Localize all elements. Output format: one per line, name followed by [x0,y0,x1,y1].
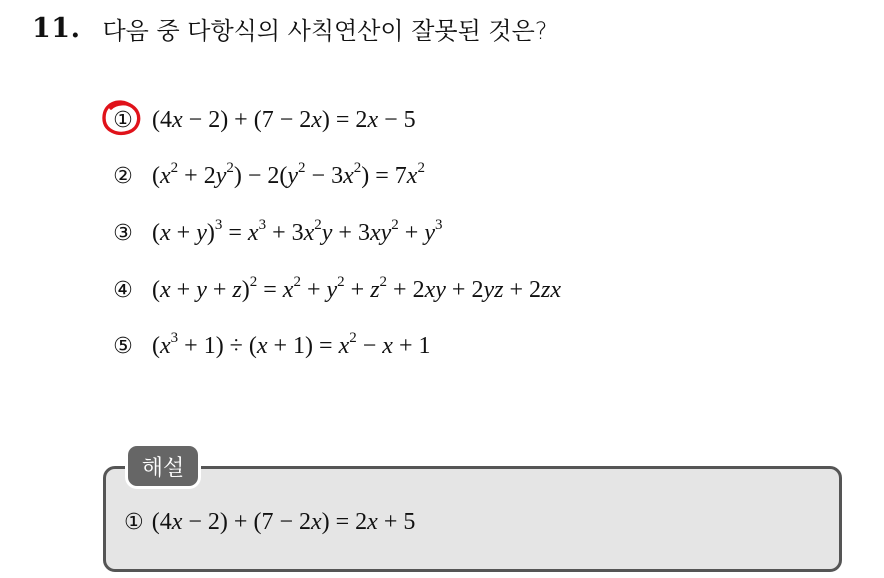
solution-tab: 해설 [128,446,198,486]
choice-marker: ④ [113,277,133,303]
choice-expression: $(x^2 + 2y^2) - 2(y^2 - 3x^2) = 7x^2$ [152,160,425,189]
choice-2[interactable] [108,156,425,196]
choice-3[interactable] [108,213,442,253]
choice-marker [108,108,138,133]
choice-number: ① [113,107,133,133]
choice-1[interactable] [108,100,416,140]
choice-expression: $(x + y)^3 = x^3 + 3x^2y + 3xy^2 + y^3$ [152,217,443,246]
choice-marker: ② [113,163,133,189]
choice-expression: (4x − 2) + (7 − 2x) = 2x − 5 [152,106,416,133]
choice-5[interactable] [108,326,430,366]
solution-expression: (4x − 2) + (7 − 2x) = 2x + 5 [151,508,416,535]
question-number: 11. [32,12,81,44]
choice-expression: $(x^3 + 1) \div (x + 1) = x^2 - x + 1$ [152,330,431,359]
choice-marker: ③ [113,220,133,246]
choice-expression: $(x + y + z)^2 = x^2 + y^2 + z^2 + 2xy + 2yz + 2zx$ [152,274,561,303]
solution-answer [124,502,415,542]
choice-4[interactable] [108,270,561,310]
solution-marker: ① [124,509,144,535]
question-text: 다음 중 다항식의 사칙연산이 잘못된 것은? [102,16,548,45]
question-header [32,10,548,46]
choice-marker: ⑤ [113,333,133,359]
